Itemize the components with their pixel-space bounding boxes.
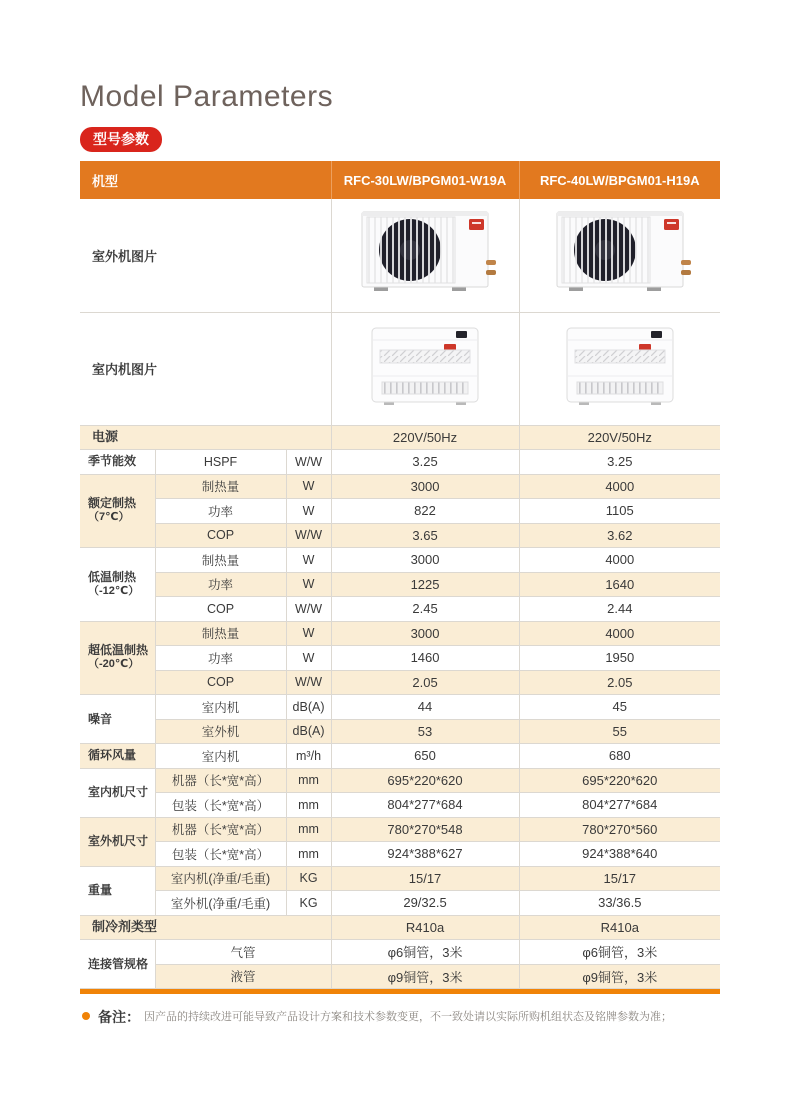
spec-row <box>80 744 720 769</box>
sub-label-cell: 制热量 <box>155 621 286 646</box>
spec-row <box>80 866 720 891</box>
sub-label-cell: 功率 <box>155 646 286 671</box>
sub-label-cell: COP <box>155 523 286 548</box>
spec-row <box>80 523 720 548</box>
unit-cell: W <box>286 474 331 499</box>
value-cell: R410a <box>331 915 519 940</box>
value-cell: φ9铜管，3米 <box>519 964 720 989</box>
outdoor-unit-image <box>350 206 500 301</box>
category-label: 室内机尺寸 <box>88 785 149 799</box>
unit-cell: W <box>286 646 331 671</box>
spec-row <box>80 597 720 622</box>
category-label: 额定制热 <box>88 496 137 511</box>
value-cell: 2.05 <box>519 670 720 695</box>
value-cell: φ6铜管，3米 <box>519 940 720 965</box>
unit-cell: mm <box>286 768 331 793</box>
value-cell: 3000 <box>331 548 519 573</box>
spec-row <box>80 891 720 916</box>
spec-row <box>80 425 720 450</box>
value-cell: 53 <box>331 719 519 744</box>
value-cell: 1640 <box>519 572 720 597</box>
spec-row <box>80 817 720 842</box>
spec-row <box>80 572 720 597</box>
spec-row <box>80 915 720 940</box>
model-name-2: RFC-40LW/BPGM01-H19A <box>519 161 720 199</box>
sub-label-cell: 功率 <box>155 572 286 597</box>
category-cell <box>80 548 155 622</box>
value-cell: 3.25 <box>519 450 720 475</box>
value-cell: 695*220*620 <box>331 768 519 793</box>
value-cell: 780*270*560 <box>519 817 720 842</box>
category-label: 电源 <box>92 429 119 445</box>
spec-row <box>80 670 720 695</box>
outdoor-image-label: 室外机图片 <box>80 199 331 312</box>
category-label: 连接管规格 <box>88 956 149 971</box>
sub-label-cell: 制热量 <box>155 474 286 499</box>
indoor-unit-cell-2 <box>519 312 720 425</box>
unit-cell: KG <box>286 891 331 916</box>
unit-cell: mm <box>286 793 331 818</box>
value-cell: 29/32.5 <box>331 891 519 916</box>
outdoor-unit-image <box>545 206 695 301</box>
value-cell: 3000 <box>331 474 519 499</box>
value-cell: 695*220*620 <box>519 768 720 793</box>
model-name-1: RFC-30LW/BPGM01-W19A <box>331 161 519 199</box>
unit-cell: W/W <box>286 670 331 695</box>
unit-cell: W <box>286 548 331 573</box>
category-sublabel: （-20℃） <box>88 658 140 671</box>
sub-label-cell: 功率 <box>155 499 286 524</box>
unit-cell: mm <box>286 817 331 842</box>
spec-rows <box>80 425 720 989</box>
indoor-unit-cell-1 <box>331 312 519 425</box>
value-cell: 780*270*548 <box>331 817 519 842</box>
indoor-unit-image <box>555 320 685 415</box>
sub-label-cell: COP <box>155 670 286 695</box>
category-cell <box>80 915 331 940</box>
value-cell: φ6铜管，3米 <box>331 940 519 965</box>
spec-row <box>80 450 720 475</box>
value-cell: 804*277*684 <box>331 793 519 818</box>
spec-row <box>80 768 720 793</box>
value-cell: 1460 <box>331 646 519 671</box>
value-cell: 1105 <box>519 499 720 524</box>
spec-row <box>80 621 720 646</box>
sub-label-cell: 包装（长*宽*高） <box>155 793 286 818</box>
sub-label-cell: 室外机(净重/毛重) <box>155 891 286 916</box>
section-badge: 型号参数 <box>80 127 162 152</box>
sub-label-cell: HSPF <box>155 450 286 475</box>
value-cell: 3.65 <box>331 523 519 548</box>
footnote <box>80 1007 720 1027</box>
value-cell: 2.45 <box>331 597 519 622</box>
category-label: 超低温制热 <box>88 643 149 658</box>
spec-row <box>80 793 720 818</box>
table-bottom-bar <box>80 989 720 994</box>
unit-cell: m³/h <box>286 744 331 769</box>
value-cell: 220V/50Hz <box>331 425 519 450</box>
unit-cell: mm <box>286 842 331 867</box>
category-sublabel: （-12℃） <box>88 584 140 597</box>
unit-cell: W/W <box>286 597 331 622</box>
value-cell: 45 <box>519 695 720 720</box>
sub-label-cell: 室内机(净重/毛重) <box>155 866 286 891</box>
page-title: Model Parameters <box>80 80 334 113</box>
sub-label-cell: 室内机 <box>155 695 286 720</box>
sub-label-cell: 制热量 <box>155 548 286 573</box>
value-cell: 924*388*640 <box>519 842 720 867</box>
value-cell: 3.62 <box>519 523 720 548</box>
spec-row <box>80 940 720 965</box>
unit-cell: W <box>286 499 331 524</box>
indoor-image-row <box>80 312 720 425</box>
value-cell: 4000 <box>519 548 720 573</box>
spec-row <box>80 474 720 499</box>
category-cell <box>80 940 155 989</box>
value-cell: 15/17 <box>519 866 720 891</box>
value-cell: 15/17 <box>331 866 519 891</box>
category-cell <box>80 817 155 866</box>
sub-label-cell: COP <box>155 597 286 622</box>
unit-cell: W <box>286 572 331 597</box>
sub-label-cell: 机器（长*宽*高） <box>155 817 286 842</box>
value-cell: 2.05 <box>331 670 519 695</box>
sub-label-cell: 机器（长*宽*高） <box>155 768 286 793</box>
value-cell: φ9铜管，3米 <box>331 964 519 989</box>
unit-cell: KG <box>286 866 331 891</box>
value-cell: 4000 <box>519 474 720 499</box>
sub-label-cell: 室外机 <box>155 719 286 744</box>
model-column-label: 机型 <box>80 161 331 199</box>
value-cell: 3000 <box>331 621 519 646</box>
sub-label-cell: 气管 <box>155 940 331 965</box>
category-label: 低温制热 <box>88 569 137 584</box>
value-cell: 650 <box>331 744 519 769</box>
category-cell <box>80 695 155 744</box>
category-sublabel: （7℃） <box>88 511 130 524</box>
category-cell <box>80 621 155 695</box>
category-label: 室外机尺寸 <box>88 834 149 848</box>
category-cell <box>80 450 155 475</box>
value-cell: 680 <box>519 744 720 769</box>
indoor-unit-image <box>360 320 490 415</box>
category-label: 重量 <box>88 883 113 897</box>
spec-row <box>80 964 720 989</box>
spec-row <box>80 646 720 671</box>
value-cell: 3.25 <box>331 450 519 475</box>
sub-label-cell: 包装（长*宽*高） <box>155 842 286 867</box>
category-cell <box>80 866 155 915</box>
value-cell: R410a <box>519 915 720 940</box>
spec-row <box>80 499 720 524</box>
table-header-row <box>80 161 720 199</box>
category-label: 制冷剂类型 <box>92 919 158 935</box>
unit-cell: W/W <box>286 523 331 548</box>
spec-row <box>80 548 720 573</box>
spec-table <box>80 161 720 989</box>
unit-cell: W <box>286 621 331 646</box>
unit-cell: dB(A) <box>286 695 331 720</box>
value-cell: 924*388*627 <box>331 842 519 867</box>
category-label: 季节能效 <box>88 454 137 469</box>
spec-row <box>80 842 720 867</box>
category-cell <box>80 474 155 548</box>
outdoor-unit-cell-1 <box>331 199 519 312</box>
outdoor-image-row <box>80 199 720 312</box>
note-text: 因产品的持续改进可能导致产品设计方案和技术参数变更，不一致处请以实际所购机组状态及铭牌参数为准； <box>144 1011 672 1023</box>
spec-row <box>80 719 720 744</box>
value-cell: 44 <box>331 695 519 720</box>
value-cell: 1225 <box>331 572 519 597</box>
sub-label-cell: 室内机 <box>155 744 286 769</box>
sub-label-cell: 液管 <box>155 964 331 989</box>
note-label: 备注： <box>98 1009 140 1025</box>
value-cell: 220V/50Hz <box>519 425 720 450</box>
value-cell: 1950 <box>519 646 720 671</box>
category-cell <box>80 768 155 817</box>
value-cell: 33/36.5 <box>519 891 720 916</box>
spec-row <box>80 695 720 720</box>
category-label: 噪音 <box>88 711 113 726</box>
category-label: 循环风量 <box>88 748 137 763</box>
category-cell <box>80 425 331 450</box>
value-cell: 804*277*684 <box>519 793 720 818</box>
value-cell: 2.44 <box>519 597 720 622</box>
indoor-image-label: 室内机图片 <box>80 312 331 425</box>
value-cell: 4000 <box>519 621 720 646</box>
unit-cell: dB(A) <box>286 719 331 744</box>
outdoor-unit-cell-2 <box>519 199 720 312</box>
note-bullet-icon <box>82 1012 90 1020</box>
category-cell <box>80 744 155 769</box>
value-cell: 822 <box>331 499 519 524</box>
unit-cell: W/W <box>286 450 331 475</box>
value-cell: 55 <box>519 719 720 744</box>
